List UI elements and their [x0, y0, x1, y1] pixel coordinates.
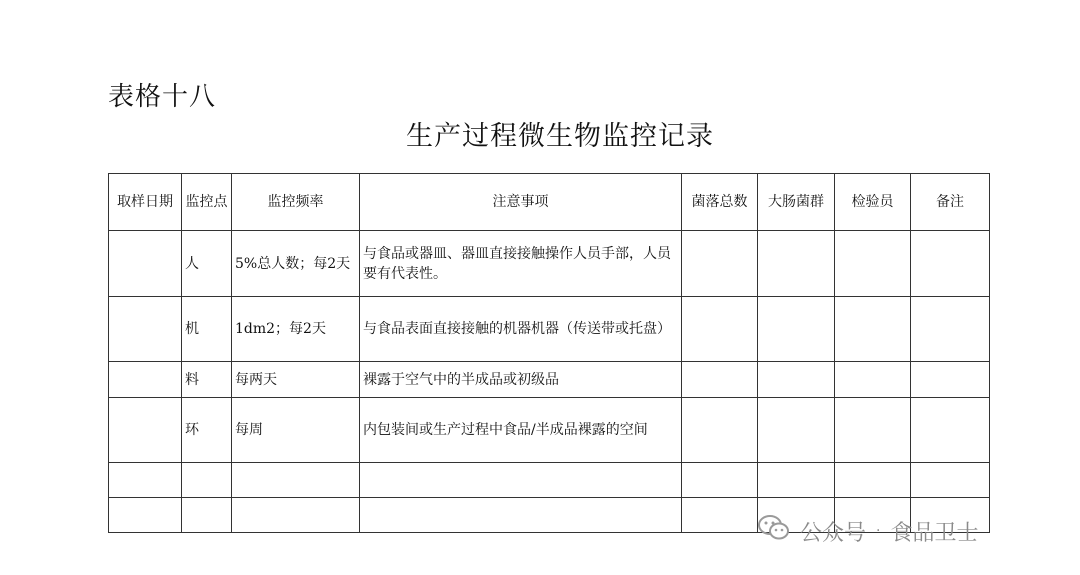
form-number: 表格十八: [108, 82, 217, 112]
page-title: 生产过程微生物监控记录: [406, 121, 714, 152]
cell-frequency: 5%总人数；每2天: [232, 231, 360, 297]
cell-notes[interactable]: [360, 498, 682, 533]
header-notes: 注意事项: [360, 174, 682, 231]
cell-sampling-date[interactable]: [109, 297, 182, 362]
monitoring-record-table: [108, 173, 990, 533]
cell-remarks[interactable]: [911, 362, 990, 398]
cell-notes: 与食品表面直接接触的机器机器（传送带或托盘）: [360, 297, 682, 362]
cell-inspector[interactable]: [835, 362, 911, 398]
cell-total-colony[interactable]: [682, 398, 758, 463]
cell-frequency: 每周: [232, 398, 360, 463]
cell-monitoring-point[interactable]: [182, 463, 232, 498]
cell-sampling-date[interactable]: [109, 398, 182, 463]
cell-notes: 与食品或器皿、器皿直接接触操作人员手部，人员要有代表性。: [360, 231, 682, 297]
table-row: [109, 463, 990, 498]
table-row: [109, 398, 990, 463]
header-monitoring-point: 监控点: [182, 174, 232, 231]
table-row: [109, 362, 990, 398]
cell-inspector[interactable]: [835, 297, 911, 362]
cell-coliform[interactable]: [758, 297, 835, 362]
cell-notes: 裸露于空气中的半成品或初级品: [360, 362, 682, 398]
cell-coliform[interactable]: [758, 362, 835, 398]
cell-coliform[interactable]: [758, 398, 835, 463]
header-inspector: 检验员: [835, 174, 911, 231]
cell-monitoring-point: 料: [182, 362, 232, 398]
cell-frequency: 1dm2；每2天: [232, 297, 360, 362]
cell-monitoring-point: 机: [182, 297, 232, 362]
table-header-row: [109, 174, 990, 231]
cell-notes: 内包装间或生产过程中食品/半成品裸露的空间: [360, 398, 682, 463]
cell-remarks[interactable]: [911, 463, 990, 498]
watermark-account: 公众号: [800, 520, 867, 546]
watermark-name: 食品卫士: [890, 520, 979, 546]
cell-inspector[interactable]: [835, 231, 911, 297]
cell-notes[interactable]: [360, 463, 682, 498]
cell-monitoring-point: 人: [182, 231, 232, 297]
cell-total-colony[interactable]: [682, 362, 758, 398]
cell-inspector[interactable]: [835, 463, 911, 498]
header-frequency: 监控频率: [232, 174, 360, 231]
cell-coliform[interactable]: [758, 231, 835, 297]
table-row: [109, 231, 990, 297]
cell-monitoring-point: 环: [182, 398, 232, 463]
table-row: [109, 297, 990, 362]
cell-total-colony[interactable]: [682, 463, 758, 498]
cell-total-colony[interactable]: [682, 297, 758, 362]
cell-remarks[interactable]: [911, 231, 990, 297]
header-total-colony: 菌落总数: [682, 174, 758, 231]
header-sampling-date: 取样日期: [109, 174, 182, 231]
cell-sampling-date[interactable]: [109, 362, 182, 398]
cell-sampling-date[interactable]: [109, 463, 182, 498]
cell-sampling-date[interactable]: [109, 498, 182, 533]
cell-monitoring-point[interactable]: [182, 498, 232, 533]
cell-frequency[interactable]: [232, 463, 360, 498]
cell-remarks[interactable]: [911, 398, 990, 463]
cell-total-colony[interactable]: [682, 231, 758, 297]
watermark-separator: ·: [876, 523, 881, 539]
cell-sampling-date[interactable]: [109, 231, 182, 297]
wechat-icon: [758, 514, 790, 548]
cell-frequency: 每两天: [232, 362, 360, 398]
cell-remarks[interactable]: [911, 297, 990, 362]
cell-coliform[interactable]: [758, 463, 835, 498]
cell-inspector[interactable]: [835, 398, 911, 463]
cell-total-colony[interactable]: [682, 498, 758, 533]
watermark: [758, 514, 978, 548]
header-remarks: 备注: [911, 174, 990, 231]
header-coliform: 大肠菌群: [758, 174, 835, 231]
cell-frequency[interactable]: [232, 498, 360, 533]
